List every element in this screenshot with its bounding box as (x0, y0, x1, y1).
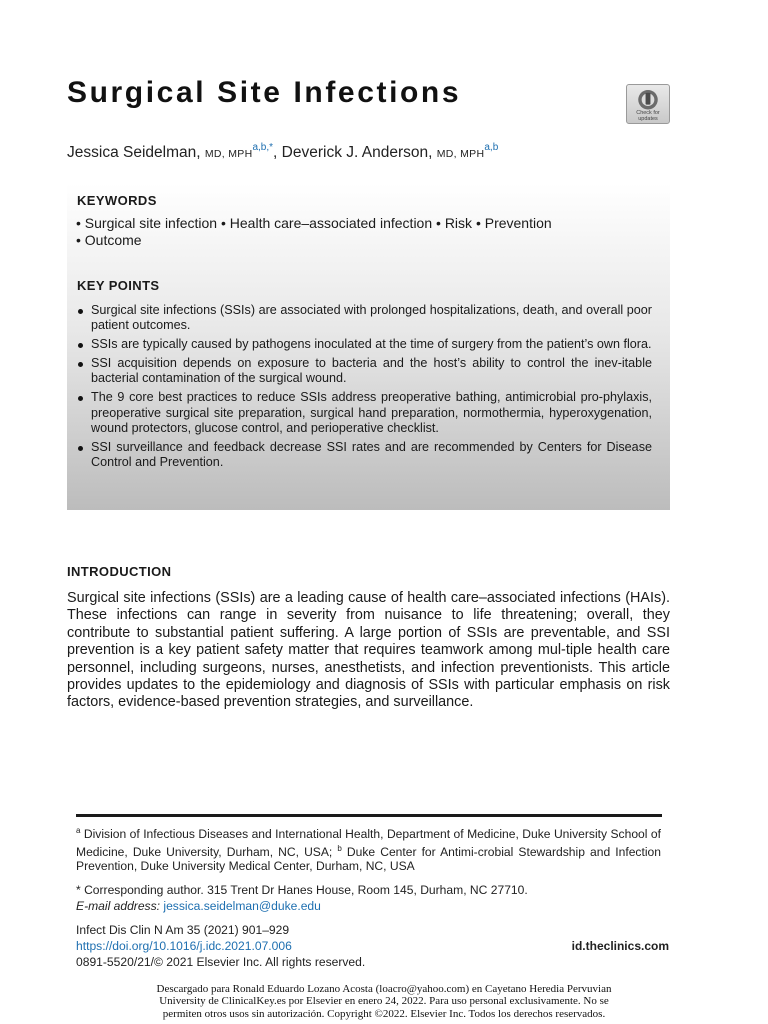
key-point-item: SSIs are typically caused by pathogens inoculated at the time of surgery from the patient’s own flora. (77, 337, 652, 352)
affiliation-b: Duke Center for Antimi-crobial Stewardship and Infection Prevention, Duke University Medical Center, Durham, NC, USA (76, 844, 661, 874)
affiliations-footnote (76, 824, 661, 874)
affiliation-mark-a: a (76, 826, 81, 835)
journal-citation: Infect Dis Clin N Am 35 (2021) 901–929 (76, 923, 290, 937)
keywords-list (76, 215, 656, 249)
download-notice-line: permiten otros usos sin autorización. Copyright ©2022. Elsevier Inc. Todos los derechos reservados. (162, 1007, 606, 1020)
article-title: Surgical Site Infections (67, 76, 462, 109)
keywords-heading: KEYWORDS (77, 193, 157, 208)
footnote-divider (76, 814, 662, 817)
keyword-item: • Health care–associated infection (220, 215, 433, 231)
affiliation-mark-b: b (337, 843, 342, 853)
journal-info (76, 923, 365, 970)
email-link[interactable]: jessica.seidelman@duke.edu (163, 899, 321, 913)
author-degrees: MD, MPH (436, 148, 485, 161)
keyword-item: • Prevention (475, 215, 552, 231)
author-name: Deverick J. Anderson, (281, 144, 433, 162)
keyword-text: Health care–associated infection (229, 215, 433, 231)
key-point-item: The 9 core best practices to reduce SSIs address preoperative bathing, antimicrobial pro-phylaxis, preoperative surgical site preparation, surgical hand preparation, normothermia, hyperoxygenation, wound protectors, glucose control, and perioperative checklist. (77, 390, 652, 436)
copyright-line: 0891-5520/21/© 2021 Elsevier Inc. All rights reserved. (76, 954, 366, 969)
keyword-text: Risk (444, 215, 473, 231)
author-affiliation-mark[interactable]: a,b (484, 142, 499, 153)
key-points-heading: KEY POINTS (77, 278, 160, 293)
download-notice-line: Descargado para Ronald Eduardo Lozano Acosta (loacro@yahoo.com) en Cayetano Heredia Pervuvian (156, 983, 612, 995)
key-point-item: SSI surveillance and feedback decrease SSI rates and are recommended by Centers for Disease Control and Prevention. (77, 440, 652, 471)
check-for-updates-icon (636, 88, 660, 111)
download-notice (100, 983, 668, 1020)
check-for-updates-text-2: updates (638, 116, 658, 123)
keywords-keypoints-box (67, 183, 670, 510)
introduction-heading: INTRODUCTION (67, 564, 172, 579)
check-for-updates-text-1: Check for (636, 110, 660, 117)
key-point-item: Surgical site infections (SSIs) are associated with prolonged hospitalizations, death, and overall poor patient outcomes. (77, 303, 652, 334)
keyword-text: Surgical site infection (84, 215, 218, 231)
keyword-item: • Surgical site infection (76, 215, 218, 231)
author-line (67, 143, 498, 162)
introduction-paragraph: Surgical site infections (SSIs) are a leading cause of health care–associated infections (HAIs). These infections can range in severity from nuisance to life threatening; overall, they contribute to substantial patient suffering. A large portion of SSIs are preventable, and SSI prevention is a key patient safety matter that requires teamwork among mul-tiple health care personnel, including surgeons, nurses, anesthetists, and infection preventionists. This article provides updates to the epidemiology and diagnosis of SSIs with particular emphasis on risk factors, evidence-based prevention strategies, and surveillance. (67, 590, 670, 711)
author-degrees: MD, MPH (204, 148, 253, 161)
email-label: E-mail address: (76, 899, 161, 913)
check-for-updates-badge[interactable] (626, 84, 670, 124)
keyword-item: • Outcome (76, 232, 142, 248)
email-line (76, 899, 321, 913)
author-affiliation-mark[interactable]: a,b,* (252, 142, 274, 153)
author-separator: , (273, 144, 282, 162)
author-name: Jessica Seidelman, (67, 144, 201, 162)
corresponding-author: * Corresponding author. 315 Trent Dr Hanes House, Room 145, Durham, NC 27710. (76, 883, 528, 897)
journal-site[interactable]: id.theclinics.com (571, 939, 669, 953)
download-notice-line: University de ClinicalKey.es por Elsevier en enero 24, 2022. Para uso personal exclusivamente. No se (159, 995, 609, 1008)
key-points-list (77, 303, 652, 474)
keyword-text: Outcome (84, 232, 142, 248)
doi-link[interactable]: https://doi.org/10.1016/j.idc.2021.07.006 (76, 938, 292, 953)
affiliation-a: Division of Infectious Diseases and International Health, Department of Medicine, Duke University School of Medicine, Duke University, Durham, NC, USA; (76, 827, 661, 859)
key-point-item: SSI acquisition depends on exposure to bacteria and the host’s ability to control the inev-itable bacterial contamination of the surgical wound. (77, 356, 652, 387)
keyword-item: • Risk (436, 215, 473, 231)
check-for-updates-label (636, 111, 660, 123)
keyword-text: Prevention (484, 215, 552, 231)
